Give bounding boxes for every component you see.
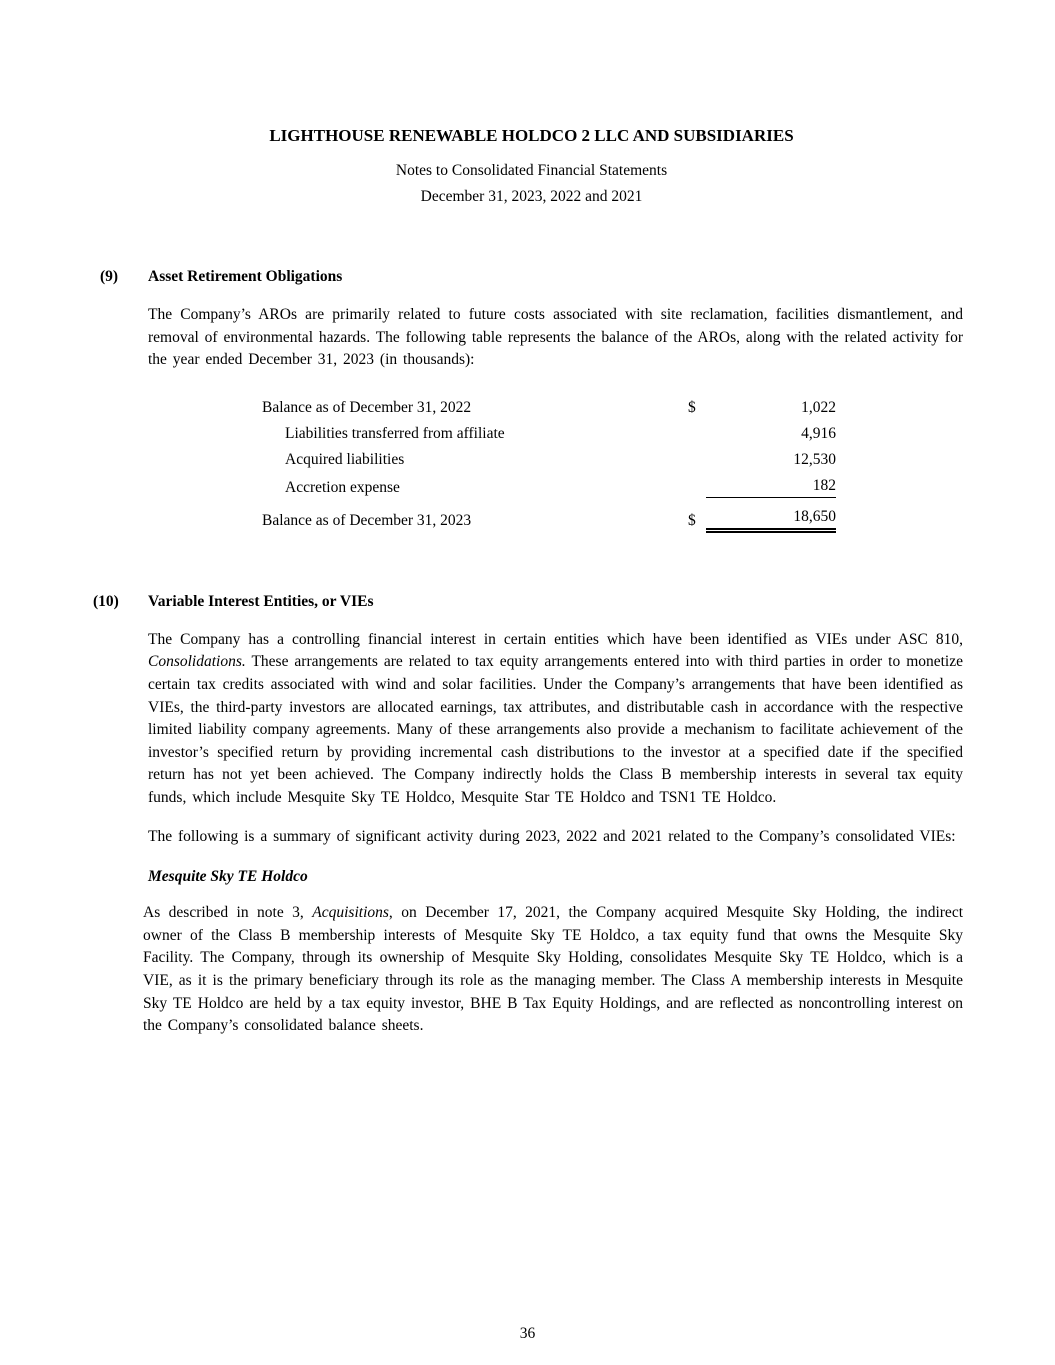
currency-symbol	[688, 469, 706, 498]
table-row-liabilities-transferred	[262, 417, 836, 443]
row-amount: 12,530	[793, 450, 836, 468]
subsection-heading-mesquite-sky: Mesquite Sky TE Holdco	[148, 868, 308, 886]
section9-body	[148, 265, 963, 533]
section9-heading: Asset Retirement Obligations	[148, 268, 343, 285]
table-row-balance-2022	[262, 391, 836, 417]
italic-term-acquisitions: Acquisitions	[312, 904, 389, 922]
section10-heading: Variable Interest Entities, or VIEs	[148, 592, 374, 610]
row-label: Balance as of December 31, 2022	[262, 398, 472, 416]
italic-term-consolidations: Consolidations.	[148, 653, 246, 671]
section9-number: (9)	[100, 268, 119, 285]
row-amount: 1,022	[801, 398, 836, 416]
section-asset-retirement-obligations	[100, 265, 963, 533]
section10-paragraph-2: The following is a summary of significant activity during 2023, 2022 and 2021 related to the Company’s consolidated VIEs:	[148, 827, 956, 845]
section9-paragraph: The Company’s AROs are primarily related to future costs associated with site reclamation, facilities dismantlement, and removal of environmental hazards. The following table represents the balance of the AROs, along with the related activity for the year ended December 31, 2023 (in thousands):	[148, 306, 963, 369]
page-number: 36	[519, 1325, 536, 1342]
aro-balance-table	[262, 391, 836, 533]
section10-paragraph-3	[143, 902, 963, 1038]
row-label: Liabilities transferred from affiliate	[285, 424, 505, 442]
table-row-balance-2023	[262, 497, 836, 530]
currency-symbol	[688, 443, 706, 469]
document-date-line: December 31, 2023, 2022 and 2021	[420, 188, 643, 205]
row-amount: 18,650	[706, 497, 836, 530]
row-label: Accretion expense	[285, 479, 400, 497]
document-header	[100, 126, 963, 210]
currency-symbol: $	[688, 512, 696, 530]
paragraph-text: As described in note 3,	[143, 904, 313, 922]
paragraph-text: , on December 17, 2021, the Company acquired Mesquite Sky Holding, the indirect owner of the Class B membership interests of Mesquite Sky TE Holdco, a tax equity fund that owns the Mesquite Sky Facility. The Company, through its ownership of Mesquite Sky Holding, consolidates Mesquite Sky TE Holdco, which is a VIE, as it is the primary beneficiary through its role as the managing member. The Class A membership interests in Mesquite Sky TE Holdco are held by a tax equity investor, BHE B Tax Equity Holdings, and are reflected as noncontrolling interest on the Company’s consolidated balance sheets.	[143, 904, 964, 1035]
company-title: LIGHTHOUSE RENEWABLE HOLDCO 2 LLC AND SUBSIDIARIES	[269, 126, 794, 145]
section10-body	[143, 590, 964, 1038]
section10-paragraph-1	[148, 629, 963, 810]
document-subtitle: Notes to Consolidated Financial Statements	[395, 162, 668, 179]
section-variable-interest-entities	[93, 590, 964, 1038]
row-label: Acquired liabilities	[285, 450, 405, 468]
row-amount: 182	[706, 469, 836, 498]
row-label: Balance as of December 31, 2023	[262, 512, 472, 530]
paragraph-text: These arrangements are related to tax equity arrangements entered into with third parties in order to monetize certain tax credits associated with wind and solar facilities. Under the Company’s arrangements that have been identified as VIEs, the third-party investors are allocated earnings, tax attributes, and distributable cash in accordance with the respective limited liability company agreements. Many of these arrangements also provide a mechanism to facilitate achievement of the investor’s specified return by providing incremental cash distributions to the investor at a specified date if the specified return has not yet been achieved. The Company indirectly holds the Class B membership interests in several tax equity funds, which include Mesquite Sky TE Holdco, Mesquite Star TE Holdco and TSN1 TE Holdco.	[148, 653, 963, 806]
currency-symbol	[688, 417, 706, 443]
row-amount: 4,916	[801, 424, 836, 442]
paragraph-text: The Company has a controlling financial interest in certain entities which have been identified as VIEs under ASC 810,	[148, 630, 963, 648]
table-row-acquired-liabilities	[262, 443, 836, 469]
section10-number: (10)	[93, 592, 119, 610]
table-row-accretion-expense	[262, 469, 836, 498]
currency-symbol: $	[688, 398, 696, 416]
